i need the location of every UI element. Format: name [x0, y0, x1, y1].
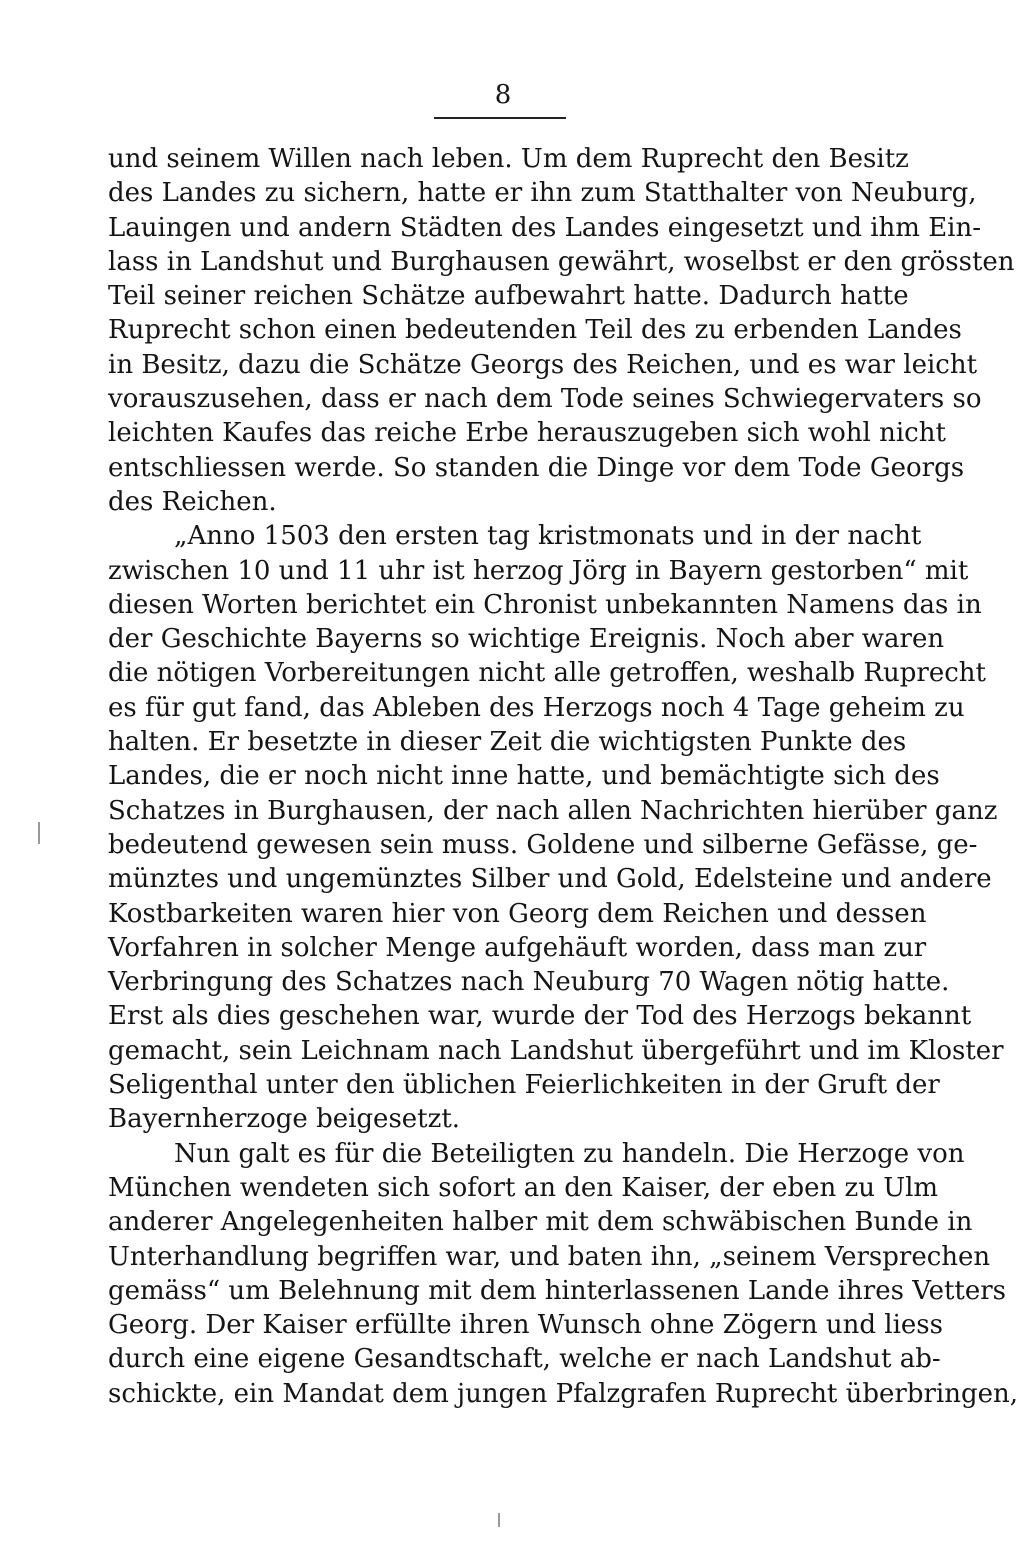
text-line: Unterhandlung begriffen war, und baten ihn, „seinem Versprechen [108, 1241, 991, 1272]
text-line: „Anno 1503 den ersten tag kristmonats und in der nacht [174, 521, 922, 552]
text-line: des Reichen. [108, 486, 277, 517]
text-line: Bayernherzoge beigesetzt. [108, 1104, 461, 1135]
text-line: Georg. Der Kaiser erfüllte ihren Wunsch ohne Zögern und liess [108, 1310, 943, 1341]
text-line: lass in Landshut und Burghausen gewährt, woselbst er den grössten [108, 246, 1015, 277]
margin-scan-mark [38, 822, 40, 844]
text-line: leichten Kaufes das reiche Erbe herauszugeben sich wohl nicht [108, 418, 946, 449]
text-line: Lauingen und andern Städten des Landes eingesetzt und ihm Ein- [108, 212, 982, 243]
text-line: diesen Worten berichtet ein Chronist unbekannten Namens das in [108, 589, 982, 620]
text-line: der Geschichte Bayerns so wichtige Ereignis. Noch aber waren [108, 624, 945, 655]
text-line: Seligenthal unter den üblichen Feierlichkeiten in der Gruft der [108, 1070, 940, 1101]
text-line: gemäss“ um Belehnung mit dem hinterlassenen Lande ihres Vetters [108, 1275, 1007, 1306]
text-line: in Besitz, dazu die Schätze Georgs des Reichen, und es war leicht [108, 349, 978, 380]
text-line: halten. Er besetzte in dieser Zeit die wichtigsten Punkte des [108, 727, 907, 758]
text-line: Teil seiner reichen Schätze aufbewahrt hatte. Dadurch hatte [108, 281, 909, 312]
text-line: Nun galt es für die Beteiligten zu handeln. Die Herzoge von [174, 1138, 965, 1169]
text-line: anderer Angelegenheiten halber mit dem schwäbischen Bunde in [108, 1207, 973, 1238]
text-line: Verbringung des Schatzes nach Neuburg 70 Wagen nötig hatte. [108, 967, 950, 998]
text-line: gemacht, sein Leichnam nach Landshut übergeführt und im Kloster [108, 1035, 1004, 1066]
text-line: München wendeten sich sofort an den Kaiser, der eben zu Ulm [108, 1172, 939, 1203]
text-line: es für gut fand, das Ableben des Herzogs noch 4 Tage geheim zu [108, 692, 965, 723]
text-line: bedeutend gewesen sein muss. Goldene und silberne Gefässe, ge- [108, 829, 978, 860]
text-line: Vorfahren in solcher Menge aufgehäuft worden, dass man zur [108, 932, 927, 963]
text-line: die nötigen Vorbereitungen nicht alle getroffen, weshalb Ruprecht [108, 658, 986, 689]
text-line: Schatzes in Burghausen, der nach allen Nachrichten hierüber ganz [108, 795, 998, 826]
text-line: des Landes zu sichern, hatte er ihn zum Statthalter von Neuburg, [108, 178, 977, 209]
text-line: Landes, die er noch nicht inne hatte, und bemächtigte sich des [108, 761, 940, 792]
body-text [108, 142, 1018, 1411]
text-line: Erst als dies geschehen war, wurde der Tod des Herzogs bekannt [108, 1001, 972, 1032]
text-line: schickte, ein Mandat dem jungen Pfalzgrafen Ruprecht überbringen, [108, 1378, 1018, 1409]
page-number: 8 [494, 80, 512, 110]
text-line: Ruprecht schon einen bedeutenden Teil des zu erbenden Landes [108, 315, 962, 346]
text-line: münztes und ungemünztes Silber und Gold, Edelsteine und andere [108, 864, 992, 895]
text-line: vorauszusehen, dass er nach dem Tode seines Schwiegervaters so [108, 384, 982, 415]
text-line: durch eine eigene Gesandtschaft, welche er nach Landshut ab- [108, 1344, 941, 1375]
margin-scan-mark [498, 1513, 500, 1527]
text-line: entschliessen werde. So standen die Dinge vor dem Tode Georgs [108, 452, 965, 483]
text-line: Kostbarkeiten waren hier von Georg dem Reichen und dessen [108, 898, 927, 929]
text-line: und seinem Willen nach leben. Um dem Ruprecht den Besitz [108, 144, 909, 174]
header-rule [434, 117, 566, 119]
text-line: zwischen 10 und 11 uhr ist herzog Jörg in Bayern gestorben“ mit [108, 555, 969, 586]
